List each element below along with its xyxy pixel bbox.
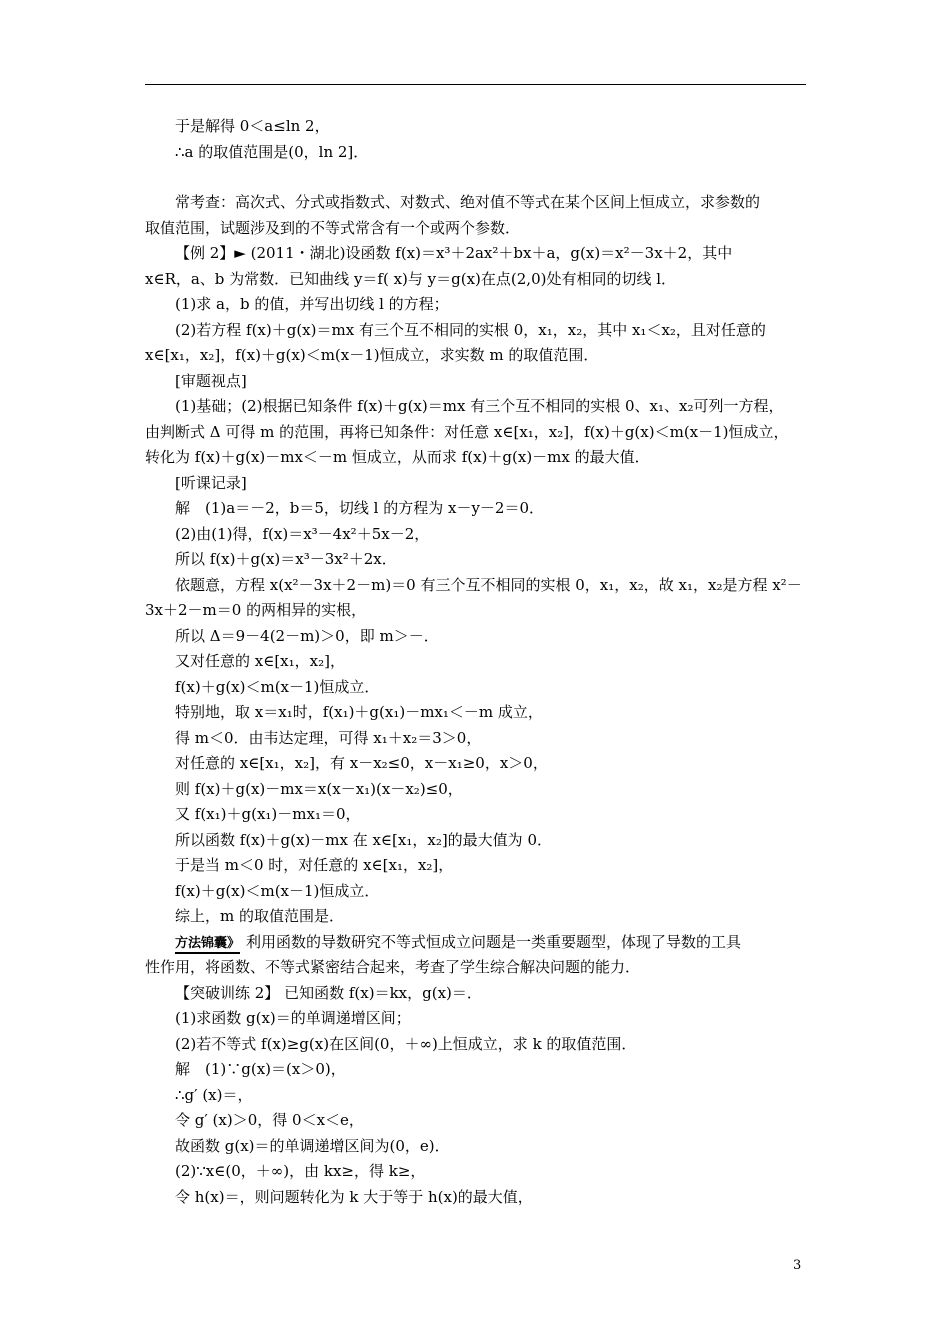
line-text: ∴g′ (x)＝， xyxy=(175,1085,253,1104)
line-text: 依题意，方程 x(x²－3x＋2－m)＝0 有三个互不相同的实根 0，x₁，x₂，故 x₁，x₂是方程 x²－ xyxy=(175,575,802,594)
text-line xyxy=(145,445,810,471)
line-text: 利用函数的导数研究不等式恒成立问题是一类重要题型，体现了导数的工具 xyxy=(246,932,742,951)
text-line xyxy=(145,1032,810,1058)
text-line xyxy=(145,1159,810,1185)
text-line xyxy=(145,496,810,522)
line-text: 令 g′ (x)＞0，得 0＜x＜e， xyxy=(175,1111,364,1129)
text-line xyxy=(145,318,810,344)
line-text: x∈[x₁，x₂]，f(x)＋g(x)＜m(x－1)恒成立，求实数 m 的取值范围． xyxy=(145,346,599,364)
line-text: 故函数 g(x)＝的单调递增区间为(0，e)． xyxy=(175,1136,450,1155)
text-line xyxy=(145,522,810,548)
text-line xyxy=(145,1185,810,1211)
line-text: 于是当 m＜0 时，对任意的 x∈[x₁，x₂]， xyxy=(175,856,454,874)
text-line xyxy=(145,1134,810,1160)
line-text: x∈R，a、b 为常数．已知曲线 y＝f( x)与 y＝g(x)在点(2,0)处有相同的切线 l． xyxy=(145,269,677,288)
text-line xyxy=(145,955,810,981)
line-text: 又对任意的 x∈[x₁，x₂]， xyxy=(175,652,345,670)
text-line xyxy=(145,675,810,701)
text-line xyxy=(145,624,810,650)
line-text: [听课记录] xyxy=(175,473,247,492)
page-number: 3 xyxy=(793,1258,802,1273)
text-line xyxy=(145,1057,810,1083)
line-text: (2)若不等式 f(x)≥g(x)在区间(0，＋∞)上恒成立，求 k 的取值范围． xyxy=(175,1034,637,1053)
text-line xyxy=(145,930,810,956)
text-line xyxy=(145,1006,810,1032)
line-text: 性作用，将函数、不等式紧密结合起来，考查了学生综合解决问题的能力． xyxy=(145,958,641,976)
line-text: 所以 Δ＝9－4(2－m)＞0，即 m＞－． xyxy=(175,626,439,645)
text-line xyxy=(145,828,810,854)
text-line xyxy=(145,879,810,905)
line-text: 解 (1)∵g(x)＝(x＞0)， xyxy=(175,1060,346,1078)
line-text: 综上，m 的取值范围是． xyxy=(175,907,344,925)
text-line xyxy=(145,267,810,293)
line-text: f(x)＋g(x)＜m(x－1)恒成立． xyxy=(175,881,380,900)
line-text: 转化为 f(x)＋g(x)－mx＜－m 恒成立，从而求 f(x)＋g(x)－mx 的最大值． xyxy=(145,448,650,466)
line-text: 于是解得 0＜a≤ln 2， xyxy=(175,117,330,135)
line-text: [审题视点] xyxy=(175,371,247,390)
text-line xyxy=(145,216,810,242)
text-line xyxy=(145,140,810,166)
line-text: f(x)＋g(x)＜m(x－1)恒成立． xyxy=(175,677,380,696)
paragraph-gap xyxy=(145,165,810,190)
line-text: (2)若方程 f(x)＋g(x)＝mx 有三个互不相同的实根 0，x₁，x₂，其中 x₁＜x₂，且对任意的 xyxy=(175,320,766,339)
line-text: (2)∵x∈(0，＋∞)，由 kx≥，得 k≥， xyxy=(175,1162,426,1180)
line-text: 常考查：高次式、分式或指数式、对数式、绝对值不等式在某个区间上恒成立，求参数的 xyxy=(175,193,761,211)
text-line xyxy=(145,598,810,624)
line-text: (1)求函数 g(x)＝的单调递增区间； xyxy=(175,1009,411,1027)
text-line xyxy=(145,777,810,803)
page-body xyxy=(145,114,810,1210)
text-line xyxy=(145,547,810,573)
header-rule xyxy=(145,84,806,85)
text-line xyxy=(145,981,810,1007)
line-text: 得 m＜0．由韦达定理，可得 x₁＋x₂＝3＞0， xyxy=(175,728,482,747)
line-text: 【突破训练 2】 已知函数 f(x)＝kx，g(x)＝． xyxy=(175,983,482,1002)
text-line xyxy=(145,343,810,369)
line-text: 由判断式 Δ 可得 m 的范围，再将已知条件：对任意 x∈[x₁，x₂]，f(x)＋g(x)＜m(x－1)恒成立， xyxy=(145,422,789,441)
text-line xyxy=(145,114,810,140)
method-badge: 方法锦囊》 xyxy=(175,936,240,954)
line-text: (2)由(1)得，f(x)＝x³－4x²＋5x－2， xyxy=(175,524,430,543)
line-text: 【例 2】► (2011・湖北)设函数 f(x)＝x³＋2ax²＋bx＋a，g(x)＝x²－3x＋2，其中 xyxy=(175,244,733,262)
text-line xyxy=(145,573,810,599)
line-text: 特别地，取 x＝x₁时，f(x₁)＋g(x₁)－mx₁＜－m 成立， xyxy=(175,703,543,721)
text-line xyxy=(145,190,810,216)
line-text: 又 f(x₁)＋g(x₁)－mx₁＝0， xyxy=(175,805,361,823)
text-line xyxy=(145,471,810,497)
text-line xyxy=(145,420,810,446)
line-text: 则 f(x)＋g(x)－mx＝x(x－x₁)(x－x₂)≤0， xyxy=(175,779,463,798)
line-text: 取值范围，试题涉及到的不等式常含有一个或两个参数． xyxy=(145,218,521,237)
text-line xyxy=(145,904,810,930)
line-text: ∴a 的取值范围是(0，ln 2]． xyxy=(175,142,369,161)
line-text: 所以 f(x)＋g(x)＝x³－3x²＋2x． xyxy=(175,550,397,568)
text-line xyxy=(145,292,810,318)
line-text: (1)求 a，b 的值，并写出切线 l 的方程； xyxy=(175,295,449,313)
text-line xyxy=(145,751,810,777)
text-line xyxy=(145,1083,810,1109)
line-text: 对任意的 x∈[x₁，x₂]，有 x－x₂≤0，x－x₁≥0，x＞0， xyxy=(175,754,548,772)
text-line xyxy=(145,241,810,267)
text-line xyxy=(145,394,810,420)
line-text: 解 (1)a＝－2，b＝5，切线 l 的方程为 x－y－2＝0． xyxy=(175,499,545,517)
line-text: 3x＋2－m＝0 的两相异的实根， xyxy=(145,601,367,619)
text-line xyxy=(145,649,810,675)
text-line xyxy=(145,1108,810,1134)
line-text: 所以函数 f(x)＋g(x)－mx 在 x∈[x₁，x₂]的最大值为 0． xyxy=(175,830,552,849)
line-text: (1)基础；(2)根据已知条件 f(x)＋g(x)＝mx 有三个互不相同的实根 0、x₁、x₂可列一方程， xyxy=(175,397,784,415)
text-line xyxy=(145,369,810,395)
line-text: 令 h(x)＝，则问题转化为 k 大于等于 h(x)的最大值， xyxy=(175,1187,533,1206)
text-line xyxy=(145,700,810,726)
text-line xyxy=(145,726,810,752)
text-line xyxy=(145,853,810,879)
text-line xyxy=(145,802,810,828)
